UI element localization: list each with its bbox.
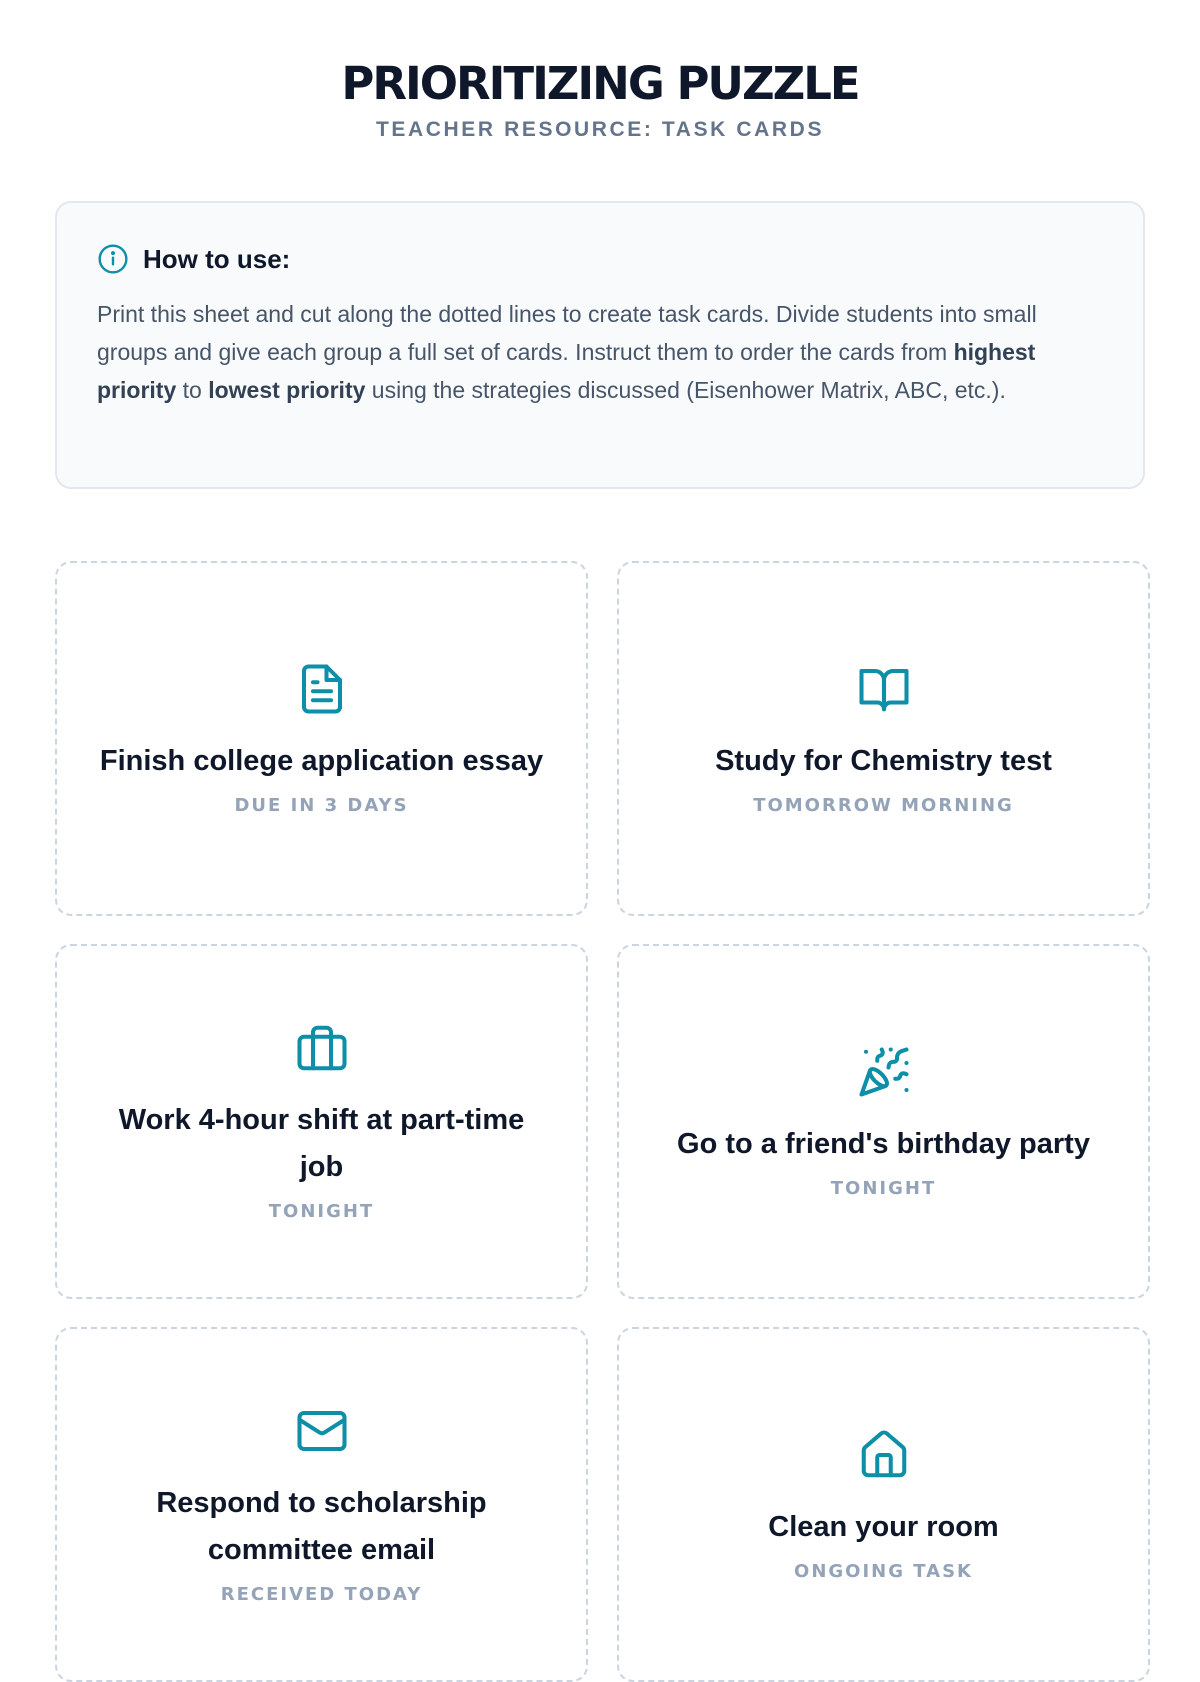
page-title: PRIORITIZING PUZZLE <box>341 57 859 110</box>
task-title: Respond to scholarship committee email <box>156 1487 487 1566</box>
book-icon <box>857 662 911 716</box>
instructions-heading <box>97 243 290 275</box>
task-card <box>617 561 1150 916</box>
instructions-text-part: using the strategies discussed (Eisenhower Matrix, ABC, etc.). <box>365 377 1006 403</box>
briefcase-icon <box>295 1021 349 1075</box>
mail-icon <box>295 1404 349 1458</box>
task-card <box>55 561 588 916</box>
instructions-box <box>55 201 1145 489</box>
task-due: DUE IN 3 DAYS <box>234 794 409 816</box>
instructions-text-part: to <box>176 377 209 403</box>
task-card <box>55 1327 588 1682</box>
task-due: TOMORROW MORNING <box>753 794 1014 816</box>
task-title: Clean your room <box>768 1510 999 1543</box>
document-icon <box>295 662 349 716</box>
task-title: Work 4-hour shift at part-time job <box>118 1104 525 1183</box>
task-due: ONGOING TASK <box>794 1560 973 1582</box>
task-due: TONIGHT <box>268 1201 375 1222</box>
task-card <box>617 1327 1150 1682</box>
party-popper-icon <box>857 1045 911 1099</box>
page-subtitle: TEACHER RESOURCE: TASK CARDS <box>375 118 825 141</box>
task-title: Go to a friend's birthday party <box>677 1127 1090 1160</box>
highest-priority-emphasis: highest priority <box>97 339 1036 403</box>
task-card <box>55 944 588 1299</box>
instructions-text <box>97 295 1107 409</box>
instructions-text-part: Print this sheet and cut along the dotted lines to create task cards. Divide students into small groups and give each group a full set of cards. Instruct them to order the cards from <box>97 301 1037 365</box>
task-card <box>617 944 1150 1299</box>
home-icon <box>857 1428 911 1482</box>
task-title: Study for Chemistry test <box>715 744 1052 777</box>
task-due: TONIGHT <box>830 1177 937 1199</box>
lowest-priority-emphasis: lowest priority <box>208 377 366 403</box>
task-due: RECEIVED TODAY <box>220 1584 423 1605</box>
task-title: Finish college application essay <box>99 744 544 777</box>
instructions-heading-text: How to use: <box>143 243 291 274</box>
info-icon <box>97 243 129 275</box>
